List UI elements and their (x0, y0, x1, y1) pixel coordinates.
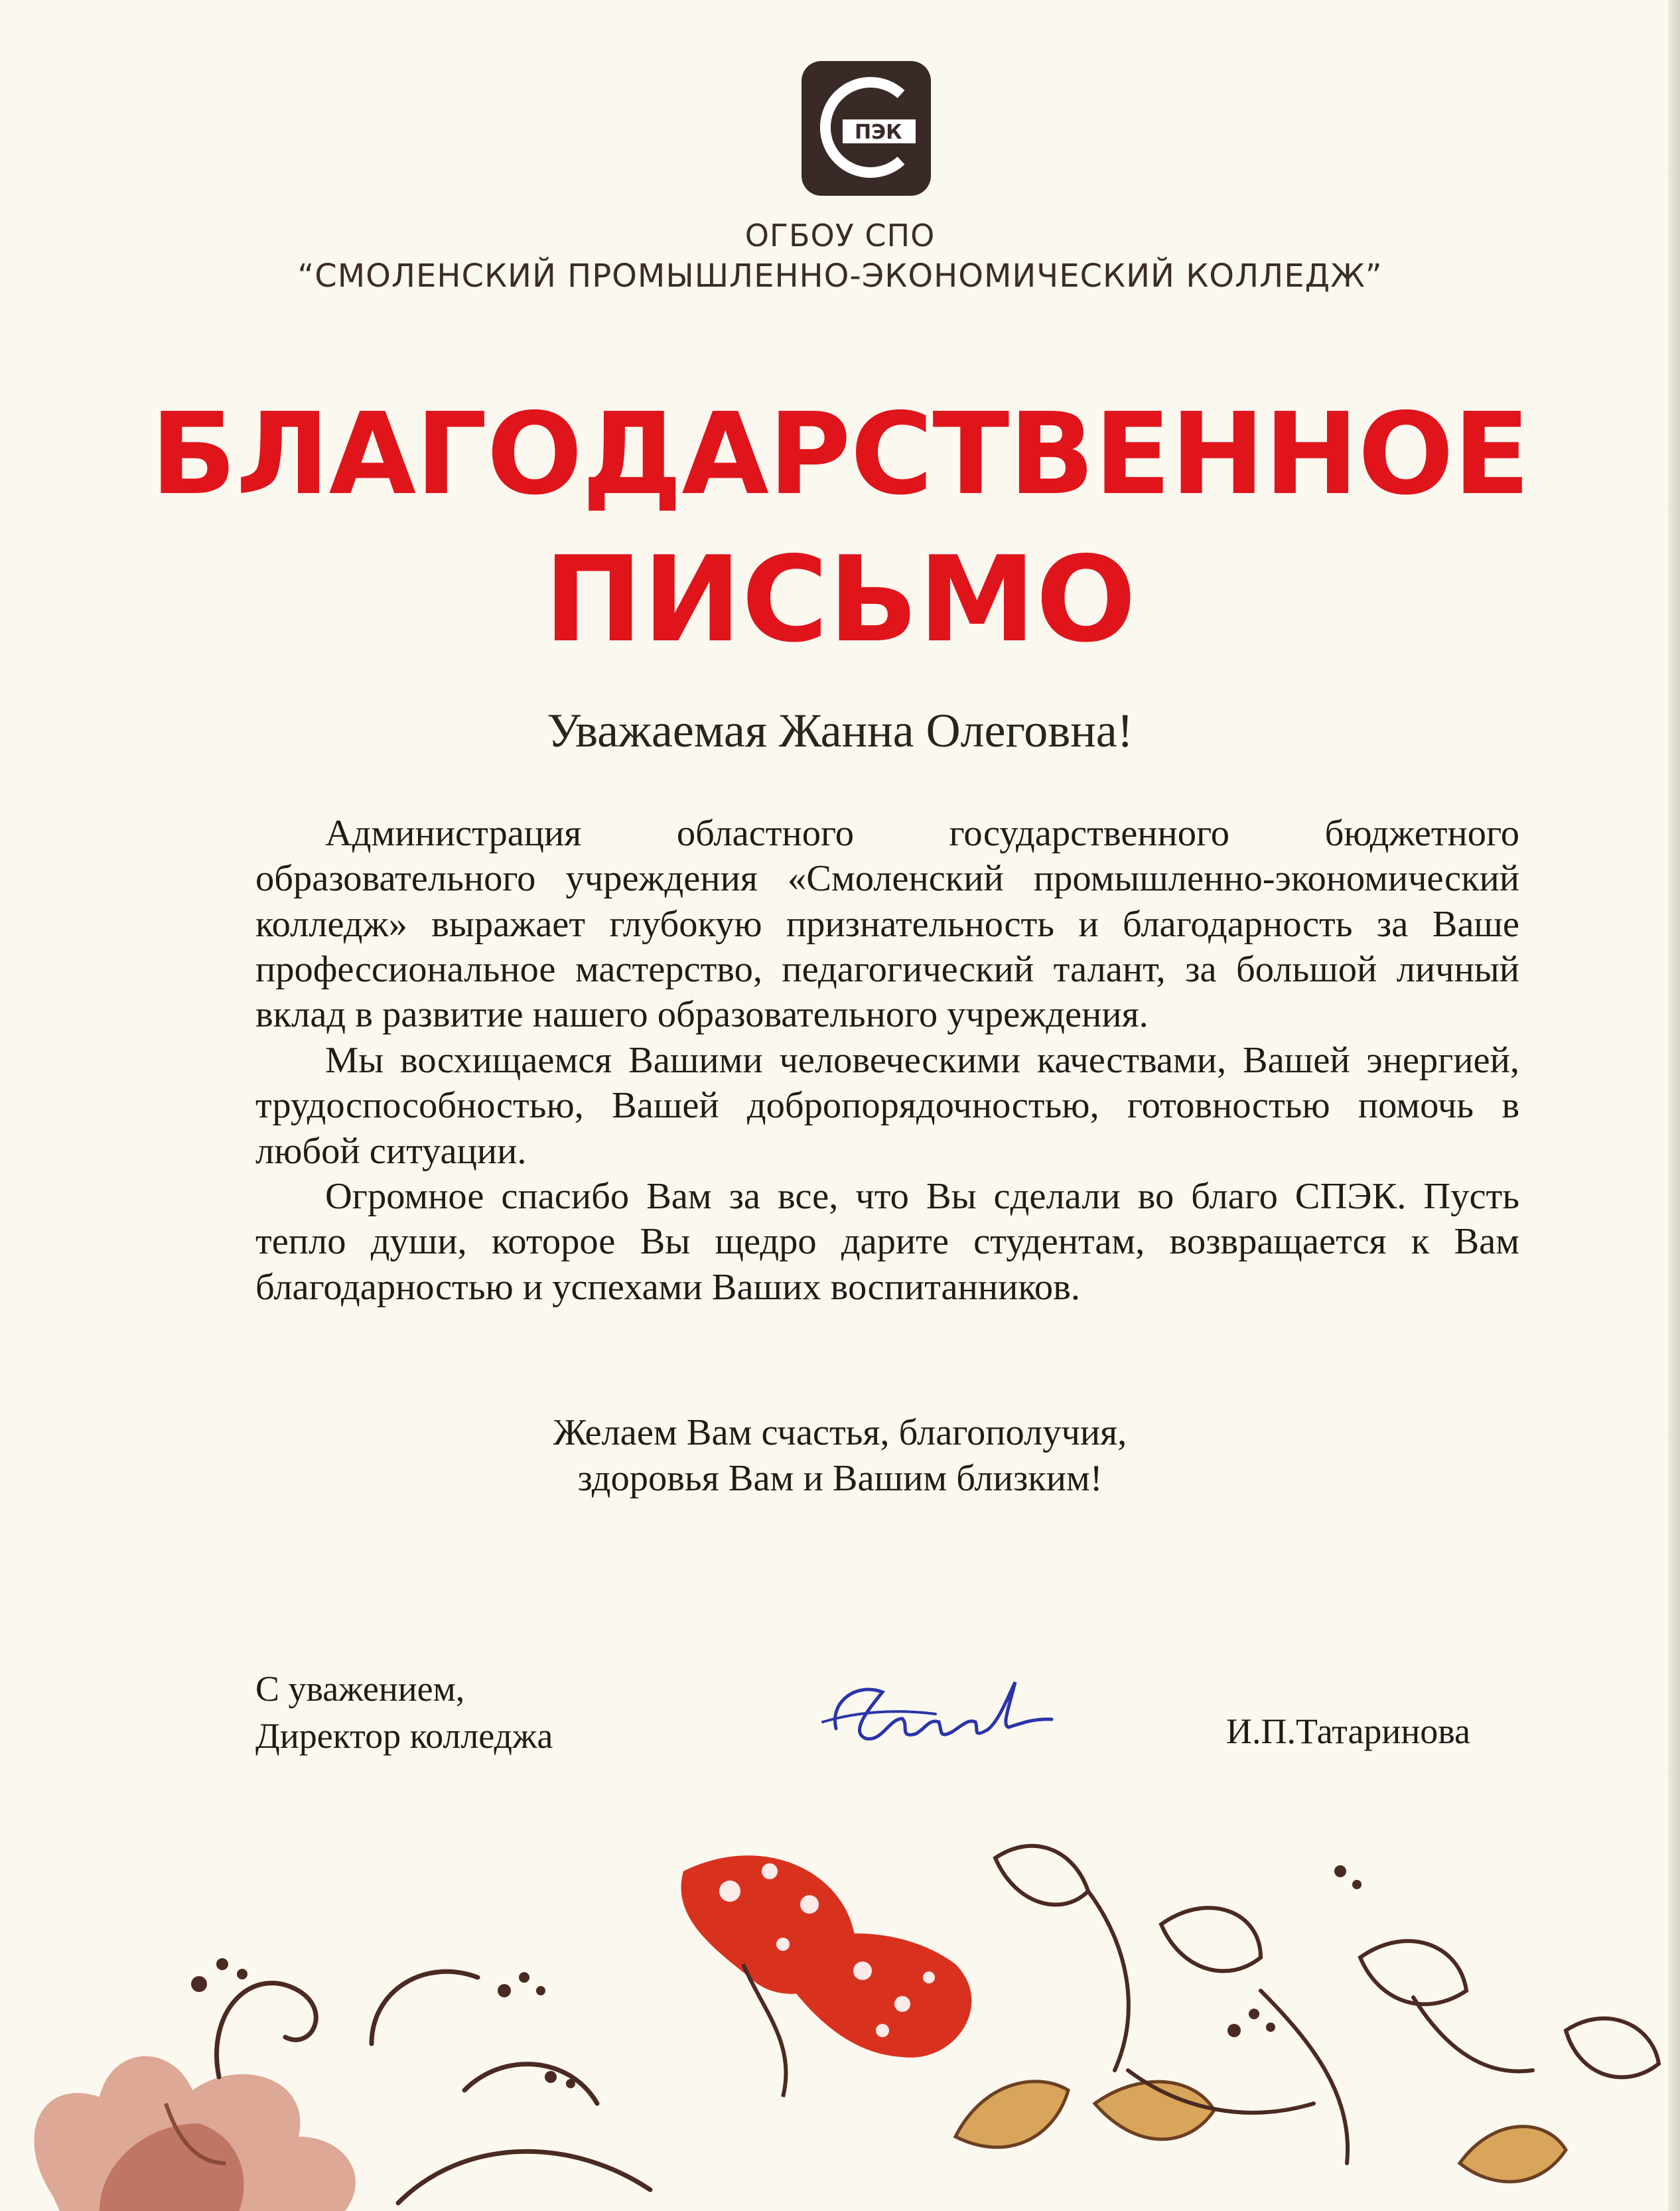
gold-leaves-icon (955, 2082, 1566, 2182)
logo-mark-icon (802, 61, 931, 196)
org-name: “СМОЛЕНСКИЙ ПРОМЫШЛЕННО-ЭКОНОМИЧЕСКИЙ КОЛЛЕДЖ” (297, 257, 1383, 295)
dots-right-icon (1227, 1865, 1362, 2037)
title-line-2: ПИСЬМО (543, 531, 1137, 668)
signer-name: И.П.Татаринова (1226, 1711, 1470, 1751)
signer-position: Директор колледжа (255, 1716, 553, 1756)
paragraph-3: Огромное спасибо Вам за все, что Вы сделали во благо СПЭК. Пусть тепло души, которое Вы щедро дарите студентам, возвращается к Вам благодарностью и успехами Ваших воспитанников. (255, 1175, 1519, 1308)
pink-flower-icon (34, 2056, 355, 2211)
signoff-block (255, 1666, 553, 1760)
paragraph-1: Администрация областного государственного бюджетного образовательного учреждения «Смоленский промышленно-экономический колледж» выражает глубокую признательность и благодарность за Ваше профессиональное мастерство, педагогический талант, за большой личный вклад в развитие нашего образовательного учреждения. (255, 813, 1519, 1036)
college-logo (802, 61, 931, 196)
letter-body (255, 811, 1519, 1310)
salutation: Уважаемая Жанна Олеговна! (547, 704, 1133, 757)
dots-left-icon (191, 1958, 575, 2088)
wish-line-1: Желаем Вам счастья, благополучия, (553, 1412, 1127, 1453)
red-flower-icon (681, 1855, 971, 2097)
closing: С уважением, (255, 1669, 465, 1709)
svg-text:ПЭК: ПЭК (855, 121, 902, 144)
org-type: ОГБОУ СПО (744, 218, 936, 253)
title-line-1: БЛАГОДАРСТВЕННОЕ (150, 389, 1530, 520)
wishes (0, 1410, 1680, 1502)
wish-line-2: здоровья Вам и Вашим близким! (577, 1457, 1103, 1499)
outline-flowers-right-icon (995, 1846, 1659, 2163)
floral-ornament (0, 1792, 1680, 2211)
handwritten-signature (809, 1656, 1062, 1762)
paragraph-2: Мы восхищаемся Вашими человеческими качествами, Вашей энергией, трудоспособностью, Вашей добропорядочностью, готовностью помочь в любой ситуации. (255, 1039, 1519, 1172)
